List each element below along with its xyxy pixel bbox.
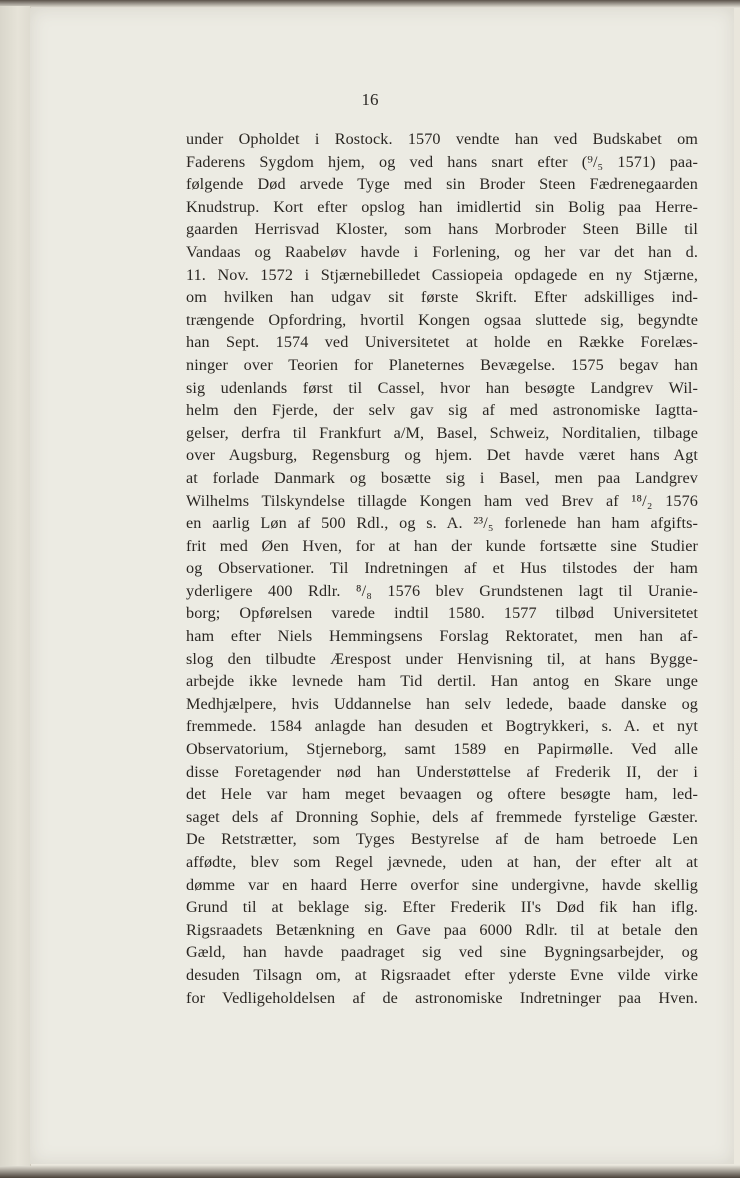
text-line: Gæld, han havde paadraget sig ved sine Bygningsarbejder, og bbox=[186, 943, 698, 962]
text-line: borg; Opførelsen varede indtil 1580. 1577 tilbød Universitetet bbox=[186, 604, 698, 623]
text-line: dømme var en haard Herre overfor sine undergivne, havde skellig bbox=[186, 875, 698, 894]
page-number: 16 bbox=[361, 90, 379, 109]
text-line: helm den Fjerde, der selv gav sig af med astronomiske Iagtta- bbox=[186, 401, 698, 420]
text-line: trængende Opfordring, hvortil Kongen ogsaa sluttede sig, begyndte bbox=[186, 310, 698, 329]
text-line: gelser, derfra til Frankfurt a/M, Basel, Schweiz, Norditalien, tilbage bbox=[186, 423, 698, 442]
text-line: slog den tilbudte Ærespost under Henvisning til, at hans Bygge- bbox=[186, 649, 698, 668]
text-line: ham efter Niels Hemmingsens Forslag Rektoratet, men han af- bbox=[186, 627, 698, 646]
text-line: om hvilken han udgav sit første Skrift. Efter adskilliges ind- bbox=[186, 288, 698, 307]
text-line: følgende Død arvede Tyge med sin Broder Steen Fædrenegaarden bbox=[186, 175, 698, 194]
text-line: for Vedligeholdelsen af de astronomiske Indretninger paa Hven. bbox=[186, 988, 698, 1007]
text-line: en aarlig Løn af 500 Rdl., og s. A. ²³/₅ forlenede han ham afgifts- bbox=[186, 514, 698, 533]
text-line: Vandaas og Raabeløv havde i Forlening, og her var det han d. bbox=[186, 242, 698, 261]
text-line: Medhjælpere, hvis Uddannelse han selv ledede, baade danske og bbox=[186, 694, 698, 713]
text-line: arbejde ikke levnede ham Tid dertil. Han antog en Skare unge bbox=[186, 672, 698, 691]
text-line: Faderens Sygdom hjem, og ved hans snart efter (⁹/₅ 1571) paa- bbox=[186, 152, 698, 171]
text-line: fremmede. 1584 anlagde han desuden et Bogtrykkeri, s. A. et nyt bbox=[186, 717, 698, 736]
text-line: Wilhelms Tilskyndelse tillagde Kongen ham ved Brev af ¹⁸/₂ 1576 bbox=[186, 491, 698, 510]
text-line: desuden Tilsagn om, at Rigsraadet efter yderste Evne vilde virke bbox=[186, 965, 698, 984]
text-line: Rigsraadets Betænkning en Gave paa 6000 Rdlr. til at betale den bbox=[186, 920, 698, 939]
text-line: at forlade Danmark og bosætte sig i Basel, men paa Landgrev bbox=[186, 468, 698, 487]
text-line: disse Foretagender nød han Understøttelse af Frederik II, der i bbox=[186, 762, 698, 781]
text-line: 11. Nov. 1572 i Stjærnebilledet Cassiopeia opdagede en ny Stjærne, bbox=[186, 265, 698, 284]
text-line: under Opholdet i Rostock. 1570 vendte han ved Budskabet om bbox=[186, 130, 698, 148]
page-edge bbox=[0, 6, 31, 1166]
text-line: Grund til at beklage sig. Efter Frederik II's Død fik han iflg. bbox=[186, 898, 698, 917]
text-line: Observatorium, Stjerneborg, samt 1589 en Papirmølle. Ved alle bbox=[186, 740, 698, 759]
text-line: gaarden Herrisvad Kloster, som hans Morbroder Steen Bille til bbox=[186, 220, 698, 239]
text-line: over Augsburg, Regensburg og hjem. Det havde været hans Agt bbox=[186, 446, 698, 465]
text-line: frit med Øen Hven, for at han der kunde fortsætte sine Studier bbox=[186, 536, 698, 555]
text-line: og Observationer. Til Indretningen af et Hus tilstodes der ham bbox=[186, 559, 698, 578]
text-line: De Retstrætter, som Tyges Bestyrelse af de ham betroede Len bbox=[186, 830, 698, 849]
text-line: affødte, blev som Regel jævnede, uden at han, der efter alt at bbox=[186, 853, 698, 871]
text-line: det Hele var ham meget bevaagen og oftere besøgte ham, led- bbox=[186, 785, 698, 804]
text-line: sig udenlands først til Cassel, hvor han besøgte Landgrev Wil- bbox=[186, 378, 698, 397]
text-line: saget dels af Dronning Sophie, dels af fremmede fyrstelige Gæster. bbox=[186, 807, 698, 826]
text-line: han Sept. 1574 ved Universitetet at holde en Række Forelæs- bbox=[186, 333, 698, 352]
text-line: ninger over Teorien for Planeternes Bevægelse. 1575 begav han bbox=[186, 355, 698, 374]
text-line: yderligere 400 Rdlr. ⁸/₈ 1576 blev Grundstenen lagt til Uranie- bbox=[186, 581, 698, 600]
text-line: Knudstrup. Kort efter opslog han imidlertid sin Bolig paa Herre- bbox=[186, 197, 698, 216]
body-text bbox=[186, 128, 698, 1009]
